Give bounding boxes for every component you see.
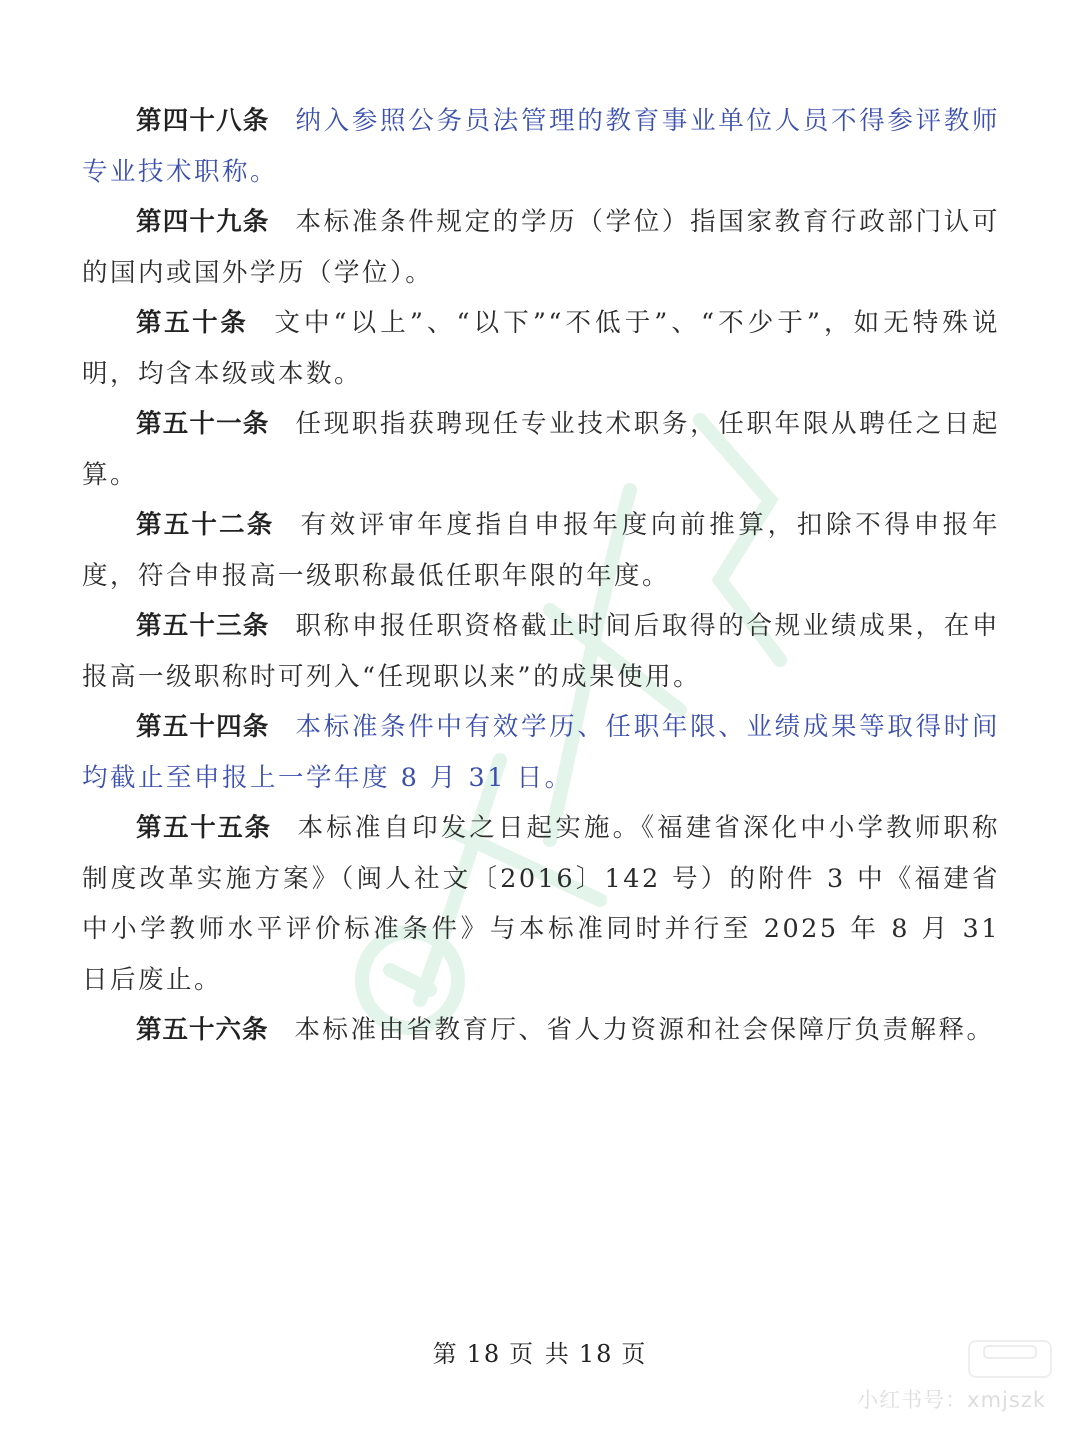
article-paragraph [82, 500, 1000, 601]
article-number: 第五十五条 [136, 813, 272, 843]
article-text: 纳入参照公务员法管理的教育事业单位人员不得参评教师专业技术职称。 [82, 106, 1000, 187]
article-number: 第五十四条 [136, 712, 270, 742]
article-text: 职称申报任职资格截止时间后取得的合规业绩成果，在申报高一级职称时可列入“任现职以来”的成果使用。 [82, 611, 1000, 692]
article-text: 有效评审年度指自申报年度向前推算，扣除不得申报年度，符合申报高一级职称最低任职年限的年度。 [82, 510, 1000, 591]
article-number: 第五十二条 [136, 510, 275, 540]
page-current: 18 [466, 1340, 502, 1368]
article-paragraph [82, 298, 1000, 399]
article-text: 本标准自印发之日起实施。《福建省深化中小学教师职称制度改革实施方案》（闽人社文〔2016〕142 号）的附件 3 中《福建省中小学教师水平评价标准条件》与本标准同时并行至 2025 年 8 月 31 日后废止。 [82, 813, 1000, 995]
articles-list [82, 96, 1000, 1056]
article-number: 第四十八条 [136, 106, 270, 136]
article-number: 第四十九条 [136, 207, 270, 237]
article-number: 第五十条 [136, 308, 249, 338]
article-text: 本标准条件中有效学历、任职年限、业绩成果等取得时间均截止至申报上一学年度 8 月 31 日。 [82, 712, 1000, 793]
article-paragraph [82, 702, 1000, 803]
article-text: 文中“以上”、“以下”“不低于”、“不少于”，如无特殊说明，均含本级或本数。 [82, 308, 1000, 389]
page-footer [0, 1334, 1080, 1369]
article-number: 第五十一条 [136, 409, 270, 439]
platform-id-watermark: 小红书号：xmjszk [857, 1388, 1046, 1412]
article-number: 第五十六条 [136, 1015, 269, 1045]
article-text: 任现职指获聘现任专业技术职务，任职年限从聘任之日起算。 [82, 409, 1000, 490]
logo-mark-icon [980, 1342, 1040, 1362]
page-suffix: 页 [621, 1340, 648, 1368]
article-text: 本标准条件规定的学历（学位）指国家教育行政部门认可的国内或国外学历（学位）。 [82, 207, 1000, 288]
article-paragraph [82, 1005, 1000, 1056]
article-number: 第五十三条 [136, 611, 270, 641]
article-paragraph [82, 197, 1000, 298]
page-middle: 页 共 [509, 1340, 571, 1368]
article-paragraph [82, 399, 1000, 500]
article-paragraph [82, 601, 1000, 702]
page-prefix: 第 [432, 1340, 459, 1368]
xiaohongshu-logo-icon [968, 1340, 1052, 1378]
article-paragraph [82, 96, 1000, 197]
article-text: 本标准由省教育厅、省人力资源和社会保障厅负责解释。 [294, 1015, 995, 1045]
article-paragraph [82, 803, 1000, 1005]
page-total: 18 [578, 1340, 614, 1368]
